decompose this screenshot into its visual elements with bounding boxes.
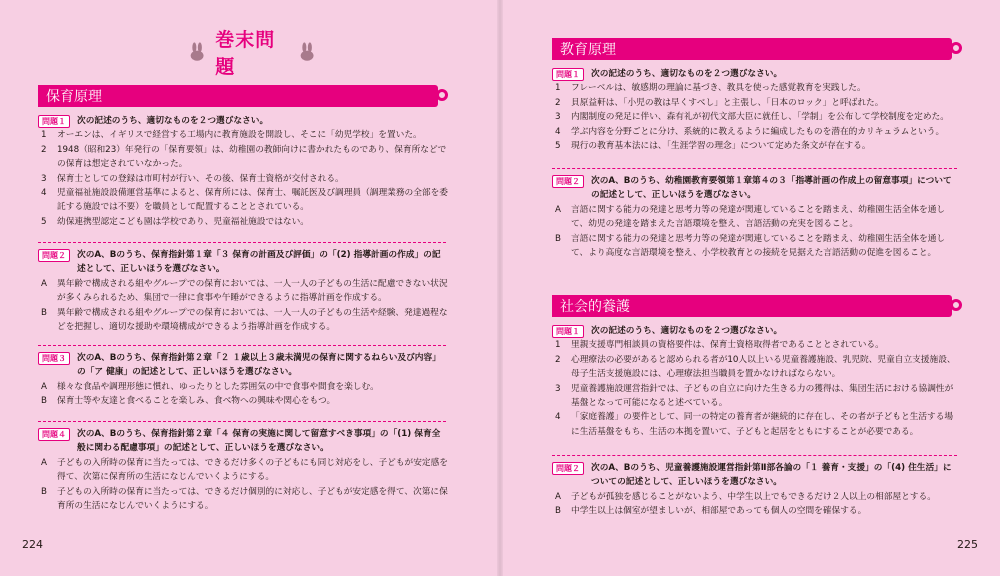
question-badge: 問題３ bbox=[38, 352, 70, 365]
question-header bbox=[552, 67, 957, 81]
answer-item bbox=[552, 504, 957, 518]
question-block bbox=[38, 248, 448, 334]
answer-item bbox=[552, 110, 957, 124]
answer-item bbox=[38, 172, 448, 186]
item-marker: A bbox=[41, 381, 47, 392]
item-text: 心理療法の必要があると認められる者が10人以上いる児童養護施設、乳児院、児童自立支援施設、母子生活支援施設には、心理療法担当職員を置かなければならない。 bbox=[571, 354, 956, 380]
question-badge: 問題４ bbox=[38, 428, 70, 441]
item-marker: 2 bbox=[555, 97, 561, 108]
answer-item bbox=[552, 490, 957, 504]
item-text: 異年齢で構成される組やグループでの保育においては、一人一人の子どもの生活や経験、発達過程などを把握し、適切な援助や環境構成ができるよう指導計画を作成する。 bbox=[57, 307, 448, 333]
item-marker: 1 bbox=[555, 340, 561, 351]
answer-item bbox=[38, 128, 448, 142]
question-badge: 問題１ bbox=[552, 325, 584, 338]
question-header bbox=[38, 114, 448, 128]
item-text: 言語に関する能力の発達と思考力等の発達が関連していることを踏まえ、幼稚園生活全体を通して、幼児の発達を踏まえた言語環境を整え、言語活動の充実を図ること。 bbox=[571, 204, 946, 230]
question-block bbox=[38, 351, 448, 409]
answer-item bbox=[552, 410, 957, 439]
item-marker: 2 bbox=[41, 144, 47, 155]
answer-item bbox=[38, 277, 448, 306]
answer-item bbox=[552, 125, 957, 139]
question-header bbox=[38, 427, 448, 456]
item-marker: A bbox=[41, 278, 47, 289]
question-badge: 問題１ bbox=[552, 68, 584, 81]
item-marker: A bbox=[41, 457, 47, 468]
question-header bbox=[552, 324, 957, 338]
item-marker: 5 bbox=[41, 216, 47, 227]
item-marker: A bbox=[555, 491, 561, 502]
question-block bbox=[552, 67, 957, 153]
answer-item bbox=[552, 203, 957, 232]
item-text: 1948（昭和23）年発行の「保育要領」は、幼稚園の教師向けに書かれたものであり、保育所などでの保育は想定されていなかった。 bbox=[57, 144, 447, 170]
answer-item bbox=[552, 81, 957, 95]
question-text: 次のA、Bのうち、幼稚園教育要領第１章第４の３「指導計画の作成上の留意事項」についての記述として、正しいほうを選びなさい。 bbox=[591, 176, 952, 201]
answer-item bbox=[552, 338, 957, 352]
divider bbox=[38, 345, 446, 346]
question-header bbox=[552, 174, 957, 203]
question-block bbox=[38, 427, 448, 513]
item-marker: B bbox=[555, 233, 561, 244]
answer-item bbox=[38, 306, 448, 335]
item-marker: 2 bbox=[555, 354, 561, 365]
question-text: 次のA、Bのうち、保育指針第２章「４ 保育の実施に関して留意すべき事項」の「(1) 保育全般に関わる配慮事項」の記述として、正しいほうを選びなさい。 bbox=[77, 429, 441, 454]
item-marker: 3 bbox=[555, 383, 561, 394]
item-text: フレーベルは、敏感期の理論に基づき、教具を使った感覚教育を実践した。 bbox=[571, 83, 866, 94]
question-block bbox=[552, 174, 957, 260]
rabbit-icon bbox=[297, 41, 317, 63]
answer-item bbox=[38, 485, 448, 514]
answer-item bbox=[38, 380, 448, 394]
answer-item bbox=[38, 456, 448, 485]
question-text: 次のA、Bのうち、児童養護施設運営指針第Ⅱ部各論の「１ 養育・支援」の「(4) 住生活」についての記述として、正しいほうを選びなさい。 bbox=[591, 463, 952, 488]
item-marker: B bbox=[41, 486, 47, 497]
item-marker: 3 bbox=[41, 173, 47, 184]
item-marker: 1 bbox=[555, 83, 561, 94]
answer-item bbox=[552, 232, 957, 261]
item-text: 子どもの入所時の保育に当たっては、できるだけ個別的に対応し、子どもが安定感を得て、次第に保育所の生活になじんでいくようにする。 bbox=[57, 486, 448, 512]
divider bbox=[38, 421, 446, 422]
item-marker: B bbox=[555, 506, 561, 517]
item-text: オーエンは、イギリスで経営する工場内に教育施設を開設し、そこに「幼児学校」を置いた。 bbox=[57, 130, 422, 141]
question-header bbox=[38, 351, 448, 380]
book-gutter bbox=[497, 0, 503, 576]
item-text: 保育士としての登録は市町村が行い、その後、保育士資格が交付される。 bbox=[57, 173, 344, 184]
item-text: 幼保連携型認定こども園は学校であり、児童福祉施設ではない。 bbox=[57, 216, 309, 227]
item-text: 異年齢で構成される組やグループでの保育においては、一人一人の子どもの生活に配慮できない状況が多くみられるため、集団で一律に食事や午睡ができるように指導計画を作成する。 bbox=[57, 278, 448, 304]
item-marker: A bbox=[555, 204, 561, 215]
answer-item bbox=[552, 353, 957, 382]
question-badge: 問題２ bbox=[552, 462, 584, 475]
item-text: 現行の教育基本法には、「生涯学習の理念」について定めた条文が存在する。 bbox=[571, 141, 871, 152]
item-text: 中学生以上は個室が望ましいが、相部屋であっても個人の空間を確保する。 bbox=[571, 506, 867, 517]
question-text: 次の記述のうち、適切なものを２つ選びなさい。 bbox=[591, 69, 783, 79]
question-block bbox=[552, 324, 957, 439]
answer-item bbox=[38, 186, 448, 215]
answer-item bbox=[38, 143, 448, 172]
item-text: 里親支援専門相談員の資格要件は、保育士資格取得者であることとされている。 bbox=[571, 340, 884, 351]
item-marker: B bbox=[41, 396, 47, 407]
question-text: 次の記述のうち、適切なものを２つ選びなさい。 bbox=[77, 116, 269, 126]
answer-item bbox=[552, 96, 957, 110]
section-heading-hoiku: 保育原理 bbox=[38, 85, 438, 107]
question-badge: 問題２ bbox=[552, 175, 584, 188]
question-header bbox=[38, 248, 448, 277]
item-marker: 3 bbox=[555, 112, 561, 123]
item-text: 「家庭養護」の要件として、同一の特定の養育者が継続的に存在し、その者が子どもと生活する場に生活基盤をもち、生活の本拠を置いて、子どもと起居をともにすることが必要である。 bbox=[571, 412, 954, 437]
item-text: 保育士等や友達と食べることを楽しみ、食べ物への興味や関心をもつ。 bbox=[57, 396, 336, 407]
item-text: 子どもが孤独を感じることがないよう、中学生以上でもできるだけ２人以上の相部屋とする。 bbox=[571, 491, 936, 502]
item-text: 内閣制度の発足に伴い、森有礼が初代文部大臣に就任し、「学制」を公布して学校制度を定めた。 bbox=[571, 112, 949, 123]
section-heading-kyoiku: 教育原理 bbox=[552, 38, 952, 60]
item-marker: 1 bbox=[41, 130, 47, 141]
question-text: 次のA、Bのうち、保育指針第２章「２ １歳以上３歳未満児の保育に関するねらい及び内容」の「ア 健康」の記述として、正しいほうを選びなさい。 bbox=[77, 353, 441, 378]
question-header bbox=[552, 461, 957, 490]
item-text: 言語に関する能力の発達と思考力等の発達が関連していることを踏まえ、幼稚園生活全体を通して、より高度な言語環境を整え、小学校教育との接続を見据えた言語活動の促進を図ること。 bbox=[571, 233, 946, 259]
book-title bbox=[187, 29, 317, 78]
section-heading-shakai: 社会的養護 bbox=[552, 295, 952, 317]
answer-item bbox=[552, 382, 957, 411]
question-badge: 問題１ bbox=[38, 115, 70, 128]
divider bbox=[38, 242, 446, 243]
answer-item bbox=[552, 139, 957, 153]
item-marker: 4 bbox=[41, 188, 47, 199]
book-title-text: 巻末問題 bbox=[215, 29, 276, 78]
question-badge: 問題２ bbox=[38, 249, 70, 262]
answer-item bbox=[38, 394, 448, 408]
item-text: 児童養護施設運営指針では、子どもの自立に向けた生きる力の獲得は、集団生活における協調性が基盤となって可能になると述べている。 bbox=[571, 383, 954, 409]
divider bbox=[552, 455, 957, 456]
divider bbox=[552, 168, 957, 169]
item-text: 貝原益軒は、「小児の教は早くすべし」と主張し、「日本のロック」と呼ばれた。 bbox=[571, 97, 884, 108]
question-block bbox=[38, 114, 448, 229]
answer-item bbox=[38, 215, 448, 229]
question-block bbox=[552, 461, 957, 519]
item-marker: 4 bbox=[555, 412, 561, 423]
question-text: 次のA、Bのうち、保育指針第１章「３ 保育の計画及び評価」の「(2) 指導計画の作成」の記述として、正しいほうを選びなさい。 bbox=[77, 250, 441, 275]
rabbit-icon bbox=[187, 41, 207, 63]
item-text: 子どもの入所時の保育に当たっては、できるだけ多くの子どもにも同じ対応をし、子どもが安定感を得て、次第に保育所の生活になじんでいくようにする。 bbox=[57, 457, 448, 483]
item-marker: 4 bbox=[555, 126, 561, 137]
item-text: 様々な食品や調理形態に慣れ、ゆったりとした雰囲気の中で食事や間食を楽しむ。 bbox=[57, 381, 379, 392]
item-text: 学ぶ内容を分野ごとに分け、系統的に教えるように編成したものを潜在的カリキュラムという。 bbox=[571, 126, 945, 137]
item-text: 児童福祉施設設備運営基準によると、保育所には、保育士、嘱託医及び調理員（調理業務の全部を委託する施設では不要）を職員として配置することとされている。 bbox=[57, 188, 448, 213]
page-number-left: 224 bbox=[22, 538, 43, 551]
question-text: 次の記述のうち、適切なものを２つ選びなさい。 bbox=[591, 326, 783, 336]
item-marker: B bbox=[41, 307, 47, 318]
item-marker: 5 bbox=[555, 141, 561, 152]
page-number-right: 225 bbox=[957, 538, 978, 551]
